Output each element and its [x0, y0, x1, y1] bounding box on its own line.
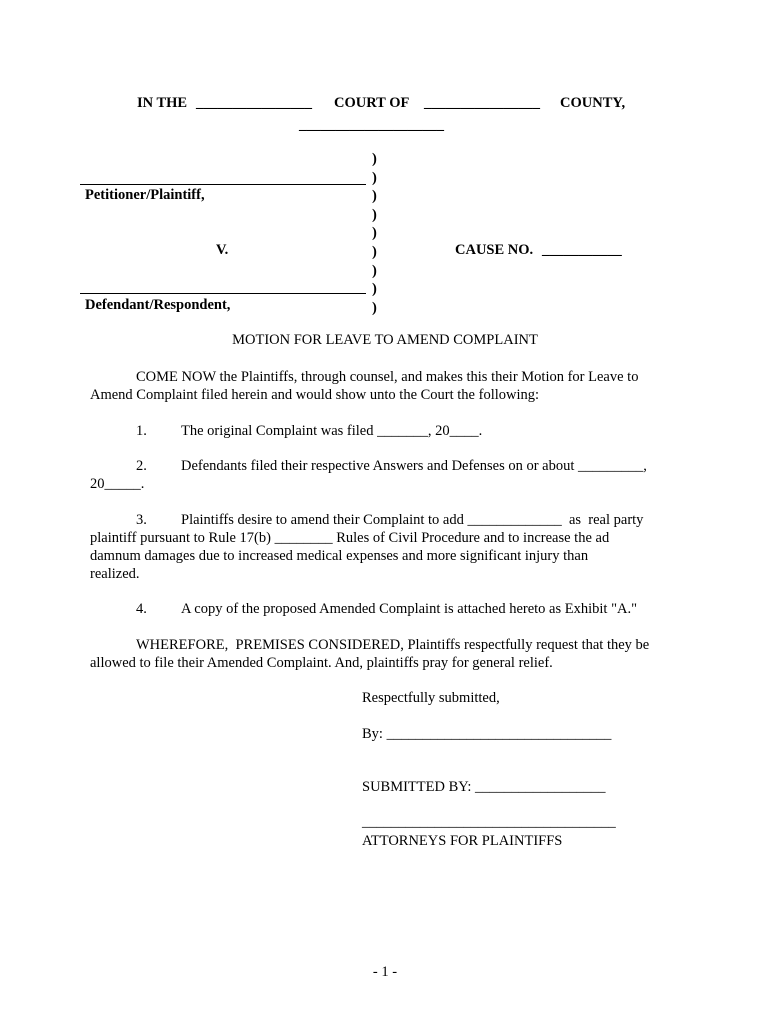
item-4-text: A copy of the proposed Amended Complaint is attached hereto as Exhibit "A."	[181, 601, 638, 617]
petitioner-name-line[interactable]	[80, 184, 366, 185]
intro-line-2: Amend Complaint filed herein and would show unto the Court the following:	[90, 387, 540, 403]
item-3-text-cont-2: damnum damages due to increased medical expenses and more significant injury than	[90, 548, 589, 564]
submitted-by-line[interactable]: SUBMITTED BY: __________________	[362, 779, 606, 795]
wherefore-line-2: allowed to file their Amended Complaint. And, plaintiffs pray for general relief.	[90, 655, 553, 671]
caption-county: COUNTY,	[560, 95, 626, 111]
county-name-blank[interactable]: ________________	[424, 95, 540, 111]
respectfully-submitted: Respectfully submitted,	[362, 690, 500, 706]
caption-court-of: COURT OF	[334, 95, 410, 111]
caption-paren: )	[372, 206, 377, 223]
item-3-text-cont-1: plaintiff pursuant to Rule 17(b) ________ Rules of Civil Procedure and to increase the ad	[90, 530, 610, 546]
caption-paren: )	[372, 188, 377, 205]
caption-paren: )	[372, 225, 377, 242]
page-number: - 1 -	[372, 964, 398, 980]
item-3-text: Plaintiffs desire to amend their Complaint to add _____________ as real party	[181, 512, 644, 528]
state-blank[interactable]: ____________________	[299, 117, 444, 133]
caption-in-the: IN THE	[137, 95, 188, 111]
intro-line-1: COME NOW the Plaintiffs, through counsel, and makes this their Motion for Leave to	[136, 369, 639, 385]
item-2-text-cont: 20_____.	[90, 476, 145, 492]
item-1-number: 1.	[136, 423, 147, 439]
wherefore-line-1: WHEREFORE, PREMISES CONSIDERED, Plaintiffs respectfully request that they be	[136, 637, 650, 653]
caption-paren: )	[372, 169, 377, 186]
caption-paren: )	[372, 151, 377, 167]
attorneys-signature-blank[interactable]: ___________________________________	[362, 814, 616, 830]
item-2-number: 2.	[136, 458, 147, 474]
caption-paren: )	[372, 243, 377, 260]
defendant-name-line[interactable]	[80, 293, 366, 294]
caption-paren: )	[372, 262, 377, 279]
attorneys-for-plaintiffs: ATTORNEYS FOR PLAINTIFFS	[362, 833, 563, 849]
item-1-text: The original Complaint was filed _______, 20____.	[181, 423, 483, 439]
defendant-label: Defendant/Respondent,	[85, 297, 231, 313]
cause-no-blank[interactable]: ___________	[542, 242, 622, 258]
caption-paren: )	[372, 299, 377, 316]
versus-label: V.	[216, 242, 229, 258]
item-3-text-cont-3: realized.	[90, 566, 140, 582]
by-signature-line[interactable]: By: _______________________________	[362, 726, 612, 742]
cause-no-label: CAUSE NO.	[455, 242, 534, 258]
court-name-blank[interactable]: ________________	[196, 95, 312, 111]
item-2-text: Defendants filed their respective Answers and Defenses on or about _________,	[181, 458, 647, 474]
caption-paren-column	[372, 150, 382, 317]
petitioner-label: Petitioner/Plaintiff,	[85, 187, 205, 203]
motion-title: MOTION FOR LEAVE TO AMEND COMPLAINT	[232, 332, 538, 348]
caption-paren: )	[372, 281, 377, 298]
item-4-number: 4.	[136, 601, 147, 617]
item-3-number: 3.	[136, 512, 147, 528]
